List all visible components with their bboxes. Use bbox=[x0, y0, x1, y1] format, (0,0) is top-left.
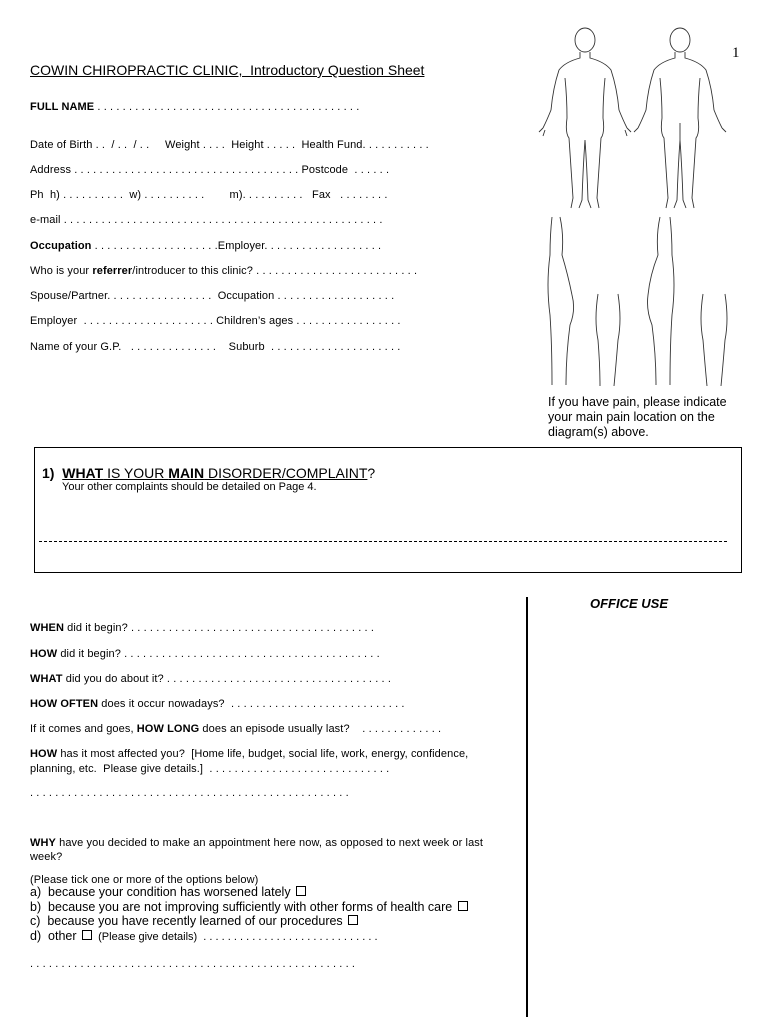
gp-suburb-field[interactable]: Name of your G.P. . . . . . . . . . . . . . . Suburb . . . . . . . . . . . . . . . . . . . . . bbox=[30, 341, 401, 353]
spouse-field[interactable]: Spouse/Partner. . . . . . . . . . . . . . . . . Occupation . . . . . . . . . . . . . . . . . . . bbox=[30, 290, 395, 302]
option-b[interactable]: b) because you are not improving sufficiently with other forms of health care bbox=[30, 900, 468, 914]
how-began-field[interactable]: HOW did it begin? . . . . . . . . . . . . . . . . . . . . . . . . . . . . . . . . . . . . . . . . . bbox=[30, 648, 380, 660]
option-d-details-line[interactable]: . . . . . . . . . . . . . . . . . . . . . . . . . . . . . . . . . . . . . . . . . . . . . . . . . . . . bbox=[30, 958, 356, 970]
office-use-divider bbox=[526, 597, 528, 1017]
leg-diagram-left[interactable] bbox=[590, 290, 630, 390]
body-back-diagram[interactable] bbox=[630, 18, 740, 218]
address-field[interactable]: Address . . . . . . . . . . . . . . . . . . . . . . . . . . . . . . . . . . . . Postcode . . . . . . bbox=[30, 164, 390, 176]
form-title: COWIN CHIROPRACTIC CLINIC, Introductory Question Sheet bbox=[30, 62, 425, 78]
option-a-checkbox[interactable] bbox=[296, 886, 306, 896]
dob-weight-height-field[interactable]: Date of Birth . . / . . / . . Weight . . . . Height . . . . . Health Fund. . . . . . . . . . . bbox=[30, 139, 429, 151]
option-a[interactable]: a) because your condition has worsened lately bbox=[30, 885, 306, 899]
occupation-employer-field[interactable]: Occupation . . . . . . . . . . . . . . . . . . . .Employer. . . . . . . . . . . . . . . . . . . bbox=[30, 240, 382, 252]
option-d-checkbox[interactable] bbox=[82, 930, 92, 940]
why-now-question: WHY have you decided to make an appointment here now, as opposed to next week or last bbox=[30, 837, 484, 849]
answer-line[interactable] bbox=[39, 541, 727, 542]
when-began-field[interactable]: WHEN did it begin? . . . . . . . . . . . . . . . . . . . . . . . . . . . . . . . . . . . . . . . bbox=[30, 622, 374, 634]
occupation-label: Occupation bbox=[30, 240, 92, 252]
body-front-diagram[interactable] bbox=[535, 18, 645, 218]
employer-children-field[interactable]: Employer . . . . . . . . . . . . . . . . . . . . . Children’s ages . . . . . . . . . . . . . . . . . bbox=[30, 315, 401, 327]
email-field[interactable]: e-mail . . . . . . . . . . . . . . . . . . . . . . . . . . . . . . . . . . . . . . . . . . . . . . . . . . . bbox=[30, 214, 383, 226]
how-often-field[interactable]: HOW OFTEN does it occur nowadays? . . . . . . . . . . . . . . . . . . . . . . . . . . . . bbox=[30, 698, 405, 710]
option-c-checkbox[interactable] bbox=[348, 915, 358, 925]
option-b-checkbox[interactable] bbox=[458, 901, 468, 911]
referrer-field[interactable]: Who is your referrer/introducer to this clinic? . . . . . . . . . . . . . . . . . . . . . . . . . . bbox=[30, 265, 418, 277]
full-name-field[interactable]: FULL NAME . . . . . . . . . . . . . . . . . . . . . . . . . . . . . . . . . . . . . . . . . . bbox=[30, 101, 360, 113]
how-affected-question[interactable]: HOW has it most affected you? [Home life, budget, social life, work, energy, confidence, bbox=[30, 748, 469, 760]
option-c[interactable]: c) because you have recently learned of our procedures bbox=[30, 914, 358, 928]
tick-instruction: (Please tick one or more of the options below) bbox=[30, 874, 259, 886]
body-side-diagram-left[interactable] bbox=[538, 215, 588, 390]
body-side-diagram-right[interactable] bbox=[640, 215, 690, 390]
leg-diagram-right[interactable] bbox=[695, 290, 735, 390]
what-done-field[interactable]: WHAT did you do about it? . . . . . . . . . . . . . . . . . . . . . . . . . . . . . . . . . . . . bbox=[30, 673, 391, 685]
phone-field[interactable]: Ph h) . . . . . . . . . . w) . . . . . . . . . . m). . . . . . . . . . Fax . . . . . . . . bbox=[30, 189, 388, 201]
how-affected-details[interactable]: planning, etc. Please give details.] . . . . . . . . . . . . . . . . . . . . . . . . . . . . . bbox=[30, 763, 390, 775]
office-use-label: OFFICE USE bbox=[590, 596, 669, 611]
why-now-question-cont: week? bbox=[30, 851, 63, 863]
pain-location-note: If you have pain, please indicate your main pain location on the diagram(s) above. bbox=[548, 395, 727, 439]
full-name-label: FULL NAME bbox=[30, 101, 95, 113]
main-complaint-heading: 1) WHAT IS YOUR MAIN DISORDER/COMPLAINT? bbox=[42, 465, 376, 481]
how-long-field[interactable]: If it comes and goes, HOW LONG does an episode usually last? . . . . . . . . . . . . . bbox=[30, 723, 442, 735]
main-complaint-subtext: Your other complaints should be detailed on Page 4. bbox=[62, 481, 317, 493]
option-d[interactable]: d) other (Please give details) . . . . . . . . . . . . . . . . . . . . . . . . . . . . . bbox=[30, 929, 378, 943]
main-complaint-box[interactable] bbox=[34, 447, 742, 573]
page-number: 1 bbox=[732, 45, 740, 61]
how-affected-extra-line[interactable]: . . . . . . . . . . . . . . . . . . . . . . . . . . . . . . . . . . . . . . . . . . . . . . . . . . . bbox=[30, 787, 349, 799]
